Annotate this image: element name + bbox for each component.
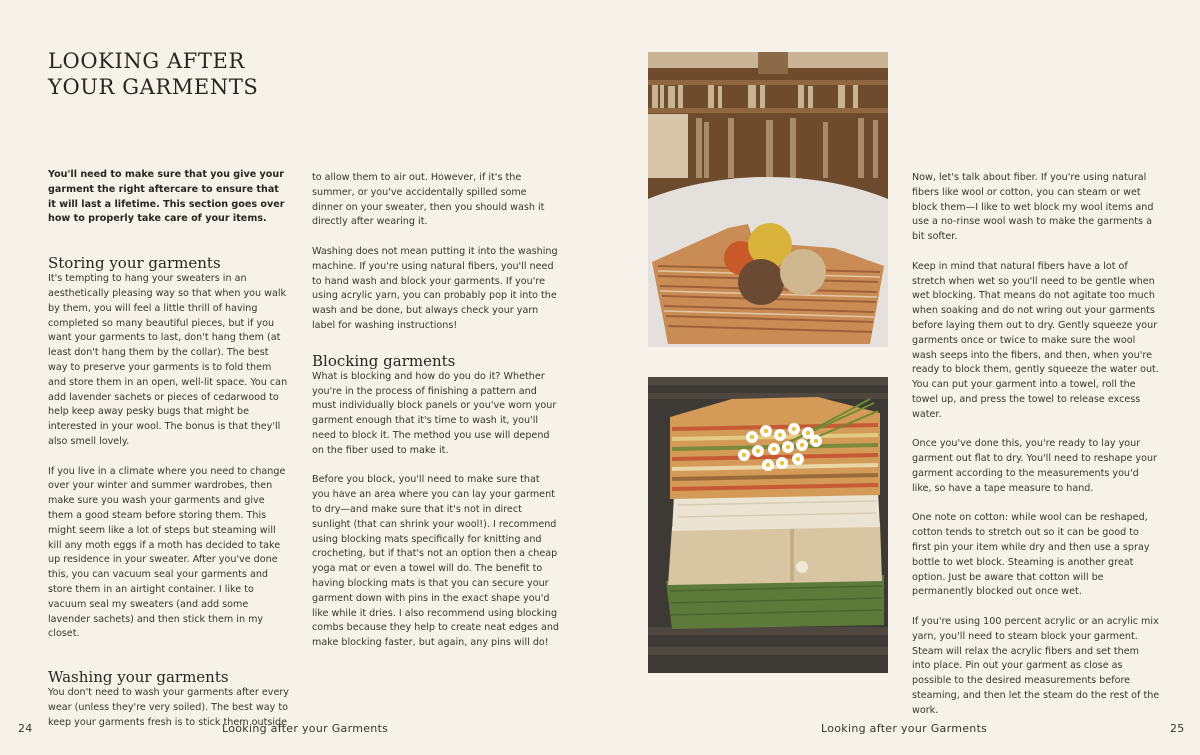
right-running-head: Looking after your Garments: [821, 722, 988, 735]
blocking-heading: Blocking garments: [312, 351, 456, 370]
fiber-paragraph-2: Keep in mind that natural fibers have a lot of stretch when wet so you'll need to be gentle when wet blocking. That means do not agitate too much when soaking and do not wring out your garments before laying them out to dry. Gently squeeze your garments once or twice to make sure the wool wash seeps into the fibers, and then, when you're ready to block them, gently squeeze the water out. You can put your garment into a towel, roll the towel up, and press the towel to release excess water.: [912, 260, 1159, 420]
acrylic-paragraph: If you're using 100 percent acrylic or an acrylic mix yarn, you'll need to steam block your garment. Steam will relax the acrylic fibers and set them into place. Pin out your garment as close as possible to the desired measurements before steaming, and then let the steam do the rest of the work.: [912, 615, 1160, 716]
washing-heading: Washing your garments: [48, 668, 229, 687]
washing-paragraph-1: You don't need to wash your garments after every wear (unless they're very soiled). The best way to keep your garments fresh is to stick them outside: [48, 687, 289, 728]
blocking-paragraph-1: What is blocking and how do you do it? Whether you're in the process of finishing a pattern and must individually block panels or you've worn your garment enough that it's time to wash it, you'll need to block it. The method you use will depend on the fiber used to make it.: [312, 370, 557, 456]
blocking-paragraph-2: Before you block, you'll need to make sure that you have an area where you can lay your garment to dry—and make sure that it's not in direct sunlight (that can shrink your wool!). I recommend using blocking mats specifically for knitting and crocheting, but if that's not an option then a cheap yoga mat or even a towel will do. The benefit to having blocking mats is that you can secure your garment down with pins in the exact shape you'd like while it dries. I also recommend using blocking combs because they help to create neat edges and make blocking faster, but again, any pins will do!: [312, 474, 560, 649]
title-line-2: YOUR GARMENTS: [48, 75, 259, 99]
washing-paragraph-2: to allow them to air out. However, if it's the summer, or you've accidentally spilled some dinner on your sweater, then you should wash it directly after wearing it.: [312, 172, 545, 228]
fiber-paragraph-3: Once you've done this, you're ready to lay your garment out flat to dry. You'll need to reshape your garment according to the measurements you'd like, so have a tape measure to hand.: [912, 438, 1157, 494]
intro-paragraph: You'll need to make sure that you give your garment the right aftercare to ensure that it will last a lifetime. This section goes over how to properly take care of your items.: [48, 169, 285, 225]
cotton-paragraph: One note on cotton: while wool can be reshaped, cotton tends to stretch out so it can be good to first pin your item while dry and then use a spray bottle to wet block. Steaming is another great option. Just be aware that cotton will be permanently blocked out once wet.: [912, 512, 1150, 598]
storing-paragraph-1: It's tempting to hang your sweaters in an aesthetically pleasing way so that when you walk by them, you will feel a little thrill of having completed so many beautiful pieces, but if you want your garments to last, don't hang them (at least don't hang them by the collar). The best way to preserve your garments is to fold them and store them in an open, well-lit space. You can add lavender sachets or pieces of cedarwood to help keep away pesky bugs that might be interested in your wool. The bonus is that they'll also smell lovely.: [48, 273, 288, 447]
right-column: [912, 171, 1160, 718]
storing-paragraph-2: If you live in a climate where you need to change over your winter and summer wardrobes, then make sure you wash your garments and give them a good steam before storing them. This might seem like a lot of steps but steaming will kill any moth eggs if a moth has decided to take up residence in your sweater. After you've done this, you can vacuum seal your garments and store them in an airtight container. I like to vacuum seal my sweaters (and add some lavender sachets) and then stick them in my closet.: [48, 465, 286, 640]
yarn-on-vest-photo: [648, 52, 888, 347]
sweater-stack-illustration: [648, 377, 888, 673]
sweater-stack-photo: [648, 377, 888, 673]
right-page-number: 25: [1170, 722, 1185, 735]
left-column: [48, 168, 290, 731]
title-line-1: LOOKING AFTER: [48, 49, 245, 73]
page-title: [48, 48, 308, 100]
storing-heading: Storing your garments: [48, 254, 221, 273]
left-running-head: Looking after your Garments: [222, 722, 389, 735]
fiber-paragraph-1: Now, let's talk about fiber. If you're using natural fibers like wool or cotton, you can steam or wet block them—I like to wet block my wool items and use a no-rinse wool wash to make the garments a bit softer.: [912, 172, 1154, 243]
middle-column: [312, 171, 560, 651]
yarn-on-vest-illustration: [648, 52, 888, 347]
left-page-number: 24: [18, 722, 33, 735]
washing-paragraph-3: Washing does not mean putting it into the washing machine. If you're using natural fibers, you'll need to hand wash and block your garments. If you're using acrylic yarn, you can probably pop it into the wash and be done, but always check your yarn label for washing instructions!: [312, 245, 558, 331]
